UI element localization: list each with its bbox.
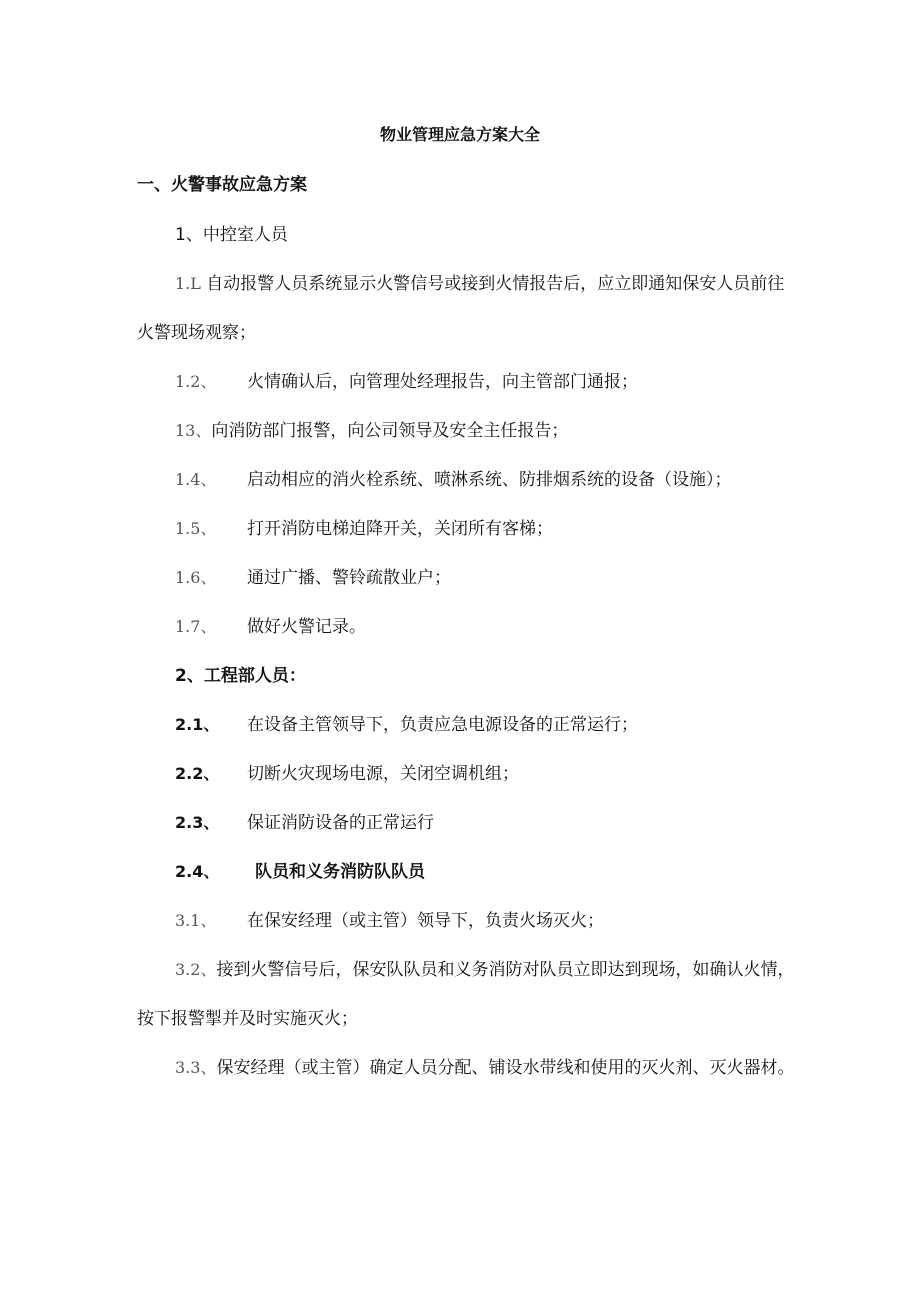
item-number: 1.4、 <box>175 470 217 489</box>
list-item-1-3 <box>175 420 568 442</box>
subsection-label-engineering: 2、工程部人员： <box>175 666 306 686</box>
item-number: 3.1、 <box>175 911 217 930</box>
item-text: 做好火警记录。 <box>247 617 366 637</box>
item-text: 在设备主管领导下，负责应急电源设备的正常运行； <box>247 715 638 735</box>
paragraph-3-3 <box>175 1057 794 1079</box>
list-item-2-1 <box>175 714 638 736</box>
item-number: 1.L <box>175 274 201 293</box>
item-number: 1.6、 <box>175 568 217 587</box>
paragraph-1-1-line-1 <box>175 273 784 295</box>
subsection-label-control-room: 1、中控室人员 <box>175 225 288 245</box>
item-text: 接到火警信号后，保安队队员和义务消防对队员立即达到现场，如确认火情， <box>216 960 795 980</box>
item-text: 在保安经理（或主管）领导下，负责火场灭火； <box>247 911 604 931</box>
list-item-2-2 <box>175 763 519 785</box>
paragraph-1-1-line-2: 火警现场观察； <box>137 323 256 343</box>
item-text: 队员和义务消防队队员 <box>255 862 425 882</box>
item-text: 保安经理（或主管）确定人员分配、铺设水带线和使用的灭火剂、灭火器材。 <box>216 1058 795 1078</box>
item-text: 保证消防设备的正常运行 <box>247 813 434 833</box>
item-number: 3.3、 <box>175 1058 217 1077</box>
list-item-1-4 <box>175 469 732 491</box>
list-item-1-2 <box>175 371 638 393</box>
item-text: 切断火灾现场电源，关闭空调机组； <box>247 764 519 784</box>
list-item-2-4 <box>175 861 425 883</box>
list-item-2-3 <box>175 812 434 834</box>
list-item-3-1 <box>175 910 604 932</box>
item-number: 3.2、 <box>175 960 217 979</box>
item-number: 2.1、 <box>175 715 220 734</box>
list-item-1-7 <box>175 616 366 638</box>
item-text: 自动报警人员系统显示火警信号或接到火情报告后，应立即通知保安人员前往 <box>206 274 785 294</box>
item-text: 启动相应的消火栓系统、喷淋系统、防排烟系统的设备（设施）； <box>247 470 732 490</box>
item-number: 1.7、 <box>175 617 217 636</box>
item-text: 火情确认后，向管理处经理报告，向主管部门通报； <box>247 372 638 392</box>
list-item-1-5 <box>175 518 553 540</box>
list-item-1-6 <box>175 567 451 589</box>
section-heading: 一、火警事故应急方案 <box>137 175 307 195</box>
paragraph-3-2-line-1 <box>175 959 794 981</box>
item-number: 2.2、 <box>175 764 220 783</box>
paragraph-3-2-line-2: 按下报警掣并及时实施灭火； <box>137 1009 358 1029</box>
item-number: 2.3、 <box>175 813 220 832</box>
item-number: 13、 <box>175 421 212 440</box>
item-number: 1.5、 <box>175 519 217 538</box>
page-title: 物业管理应急方案大全 <box>379 125 540 144</box>
item-text: 打开消防电梯迫降开关，关闭所有客梯； <box>247 519 553 539</box>
item-number: 1.2、 <box>175 372 217 391</box>
item-number: 2.4、 <box>175 862 220 881</box>
item-text: 向消防部门报警，向公司领导及安全主任报告； <box>211 421 569 441</box>
item-text: 通过广播、警铃疏散业户； <box>247 568 451 588</box>
